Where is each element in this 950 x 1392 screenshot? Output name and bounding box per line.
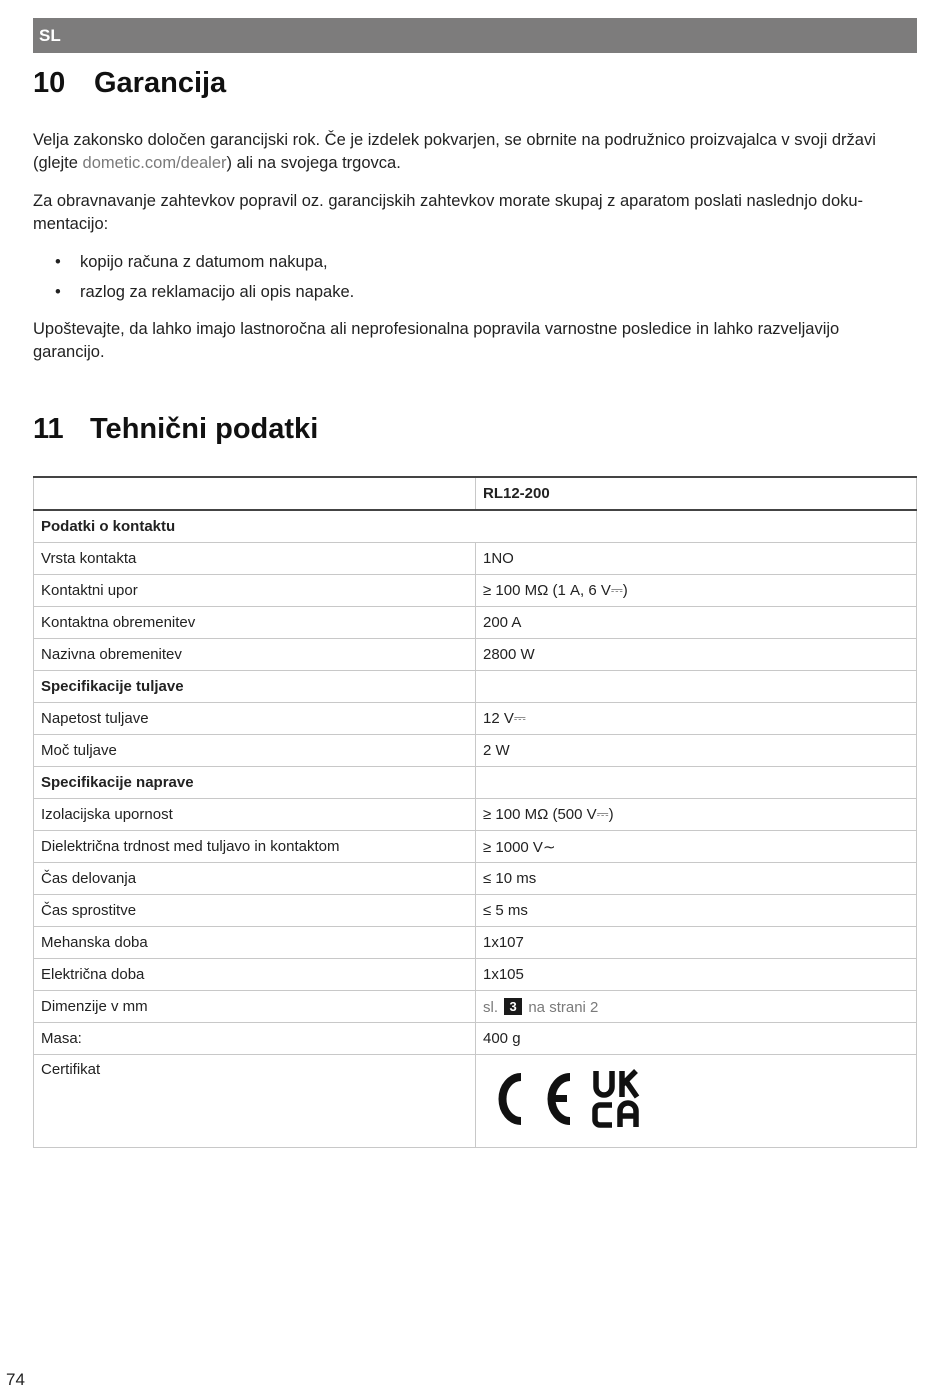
spec-value: 1x107: [476, 927, 917, 959]
spec-label: Certifikat: [34, 1055, 476, 1148]
section-title: Tehnični podatki: [90, 413, 319, 445]
spec-value: 2800 W: [476, 639, 917, 671]
spec-value: ≥ 100 MΩ (500 V⎓): [476, 799, 917, 831]
spec-label: Specifikacije tuljave: [34, 671, 476, 703]
table-row: [34, 991, 917, 1023]
spec-value-reference: [476, 991, 917, 1023]
paragraph-text: ) ali na svojega trgovca.: [226, 154, 401, 172]
technical-data-table: [33, 476, 917, 1148]
spec-label: Specifikacije naprave: [34, 767, 476, 799]
spec-label: Nazivna obremenitev: [34, 639, 476, 671]
spec-label: Čas sprostitve: [34, 895, 476, 927]
warranty-paragraph-3: Upoštevajte, da lahko imajo lastnoročna ali neprofesionalna popravila varnostne posledice in lahko razveljavijo garancijo.: [33, 320, 840, 361]
table-row: [34, 863, 917, 895]
section-heading-techdata: [33, 413, 318, 446]
table-section-row: [34, 510, 917, 543]
table-row: [34, 735, 917, 767]
section-heading-warranty: [33, 67, 226, 100]
spec-label: Izolacijska upornost: [34, 799, 476, 831]
warranty-paragraph-1: [33, 129, 913, 175]
spec-value: 400 g: [476, 1023, 917, 1055]
warranty-paragraph-2: Za obravnavanje zahtevkov popravil oz. garancijskih zahtevkov morate skupaj z aparatom poslati naslednjo doku-mentacijo:: [33, 192, 864, 233]
spec-label: Masa:: [34, 1023, 476, 1055]
dealer-link[interactable]: dometic.com/dealer: [82, 154, 227, 172]
certification-marks: [476, 1055, 917, 1148]
spec-value: ≤ 5 ms: [476, 895, 917, 927]
spec-value: ≥ 100 MΩ (1 A, 6 V⎓): [476, 575, 917, 607]
table-section-row: [34, 671, 917, 703]
spec-label: Napetost tuljave: [34, 703, 476, 735]
table-row: [34, 639, 917, 671]
table-row: [34, 703, 917, 735]
table-row: [34, 927, 917, 959]
spec-label: Kontaktna obremenitev: [34, 607, 476, 639]
spec-label: Moč tuljave: [34, 735, 476, 767]
table-row: [34, 543, 917, 575]
bullet-icon: •: [55, 283, 61, 301]
list-item-text: kopijo računa z datumom nakupa,: [80, 253, 328, 271]
certification-marks-icon: [491, 1067, 661, 1131]
table-section-row: [34, 767, 917, 799]
model-header: RL12-200: [476, 477, 917, 510]
list-item: [33, 280, 354, 310]
ukca-mark-icon: [595, 1071, 637, 1127]
table-header-empty: [34, 477, 476, 510]
spec-label: Dimenzije v mm: [34, 991, 476, 1023]
table-row: [34, 799, 917, 831]
section-number: 11: [33, 413, 64, 445]
spec-value-empty: [476, 671, 917, 703]
reference-prefix: sl.: [483, 998, 498, 1016]
spec-label: Mehanska doba: [34, 927, 476, 959]
list-item: [33, 250, 354, 280]
table-row: [34, 575, 917, 607]
paragraph-text: Velja zakonsko določen garancijski rok. Če je izdelek pokvarjen, se obrnite na podružnico proizvajalca v svoji državi (glejte: [33, 131, 876, 172]
bullet-icon: •: [55, 253, 61, 271]
section-number: 10: [33, 67, 66, 99]
table-header-row: [34, 477, 917, 510]
spec-label: Čas delovanja: [34, 863, 476, 895]
table-row: [34, 607, 917, 639]
spec-value-empty: [476, 767, 917, 799]
reference-suffix: na strani 2: [528, 998, 599, 1016]
table-row: [34, 1023, 917, 1055]
spec-value: 1x105: [476, 959, 917, 991]
section-title: Garancija: [94, 67, 227, 99]
spec-label: Dielektrična trdnost med tuljavo in kontaktom: [34, 831, 476, 863]
page-number: 74: [6, 1370, 25, 1389]
spec-label: Vrsta kontakta: [34, 543, 476, 575]
spec-value-empty: [476, 510, 917, 543]
figure-number-badge: 3: [504, 998, 522, 1015]
table-row: [34, 959, 917, 991]
spec-label: Kontaktni upor: [34, 575, 476, 607]
spec-value: 2 W: [476, 735, 917, 767]
spec-value: ≤ 10 ms: [476, 863, 917, 895]
spec-value: 12 V⎓: [476, 703, 917, 735]
spec-value: ≥ 1000 V∼: [476, 831, 917, 863]
documentation-list: [33, 250, 354, 310]
language-bar: [33, 18, 917, 53]
table-row: [34, 831, 917, 863]
spec-label: Električna doba: [34, 959, 476, 991]
table-row: [34, 1055, 917, 1148]
spec-value: 200 A: [476, 607, 917, 639]
list-item-text: razlog za reklamacijo ali opis napake.: [80, 283, 355, 301]
ce-mark-icon: [503, 1077, 571, 1121]
spec-label: Podatki o kontaktu: [34, 510, 476, 543]
spec-value: 1NO: [476, 543, 917, 575]
language-code: SL: [39, 26, 61, 45]
table-row: [34, 895, 917, 927]
